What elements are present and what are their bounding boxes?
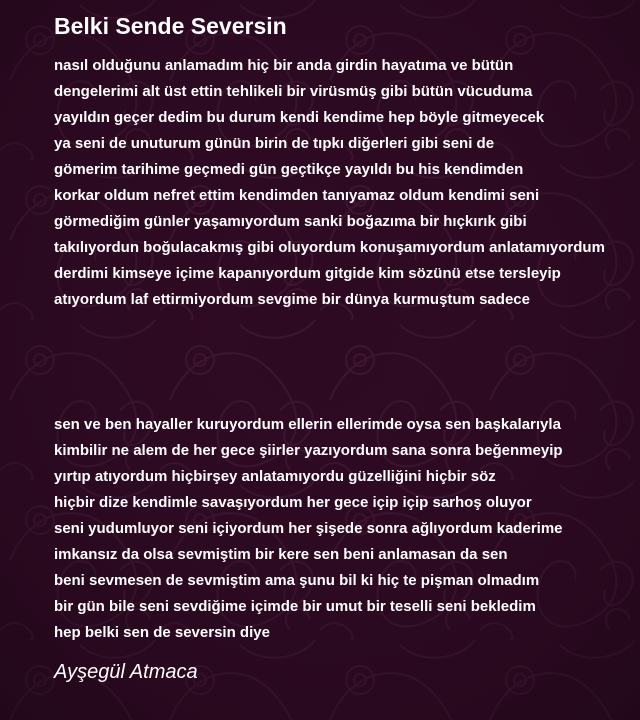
poem-line: hiçbir dize kendimle savaşıyordum her gece içip içip sarhoş oluyor xyxy=(54,494,532,511)
poem-line: korkar oldum nefret ettim kendimden tanıyamaz oldum kendimi seni xyxy=(54,187,540,204)
poem-line: beni sevmesen de sevmiştim ama şunu bil ki hiç te pişman olmadım xyxy=(54,572,540,589)
poem-line: derdimi kimseye içime kapanıyordum gitgide kim sözünü etse tersleyip xyxy=(54,265,561,282)
poem-line: atıyordum laf ettirmiyordum sevgime bir dünya kurmuştum sadece xyxy=(54,291,530,308)
poem-author: Ayşegül Atmaca xyxy=(54,661,198,683)
stanza-2 xyxy=(54,412,563,646)
poem-line: dengelerimi alt üst ettin tehlikeli bir virüsmüş gibi bütün vücuduma xyxy=(54,83,533,100)
poem-line: gömerim tarihime geçmedi gün geçtikçe yayıldı bu his kendimden xyxy=(54,161,524,178)
stanza-1 xyxy=(54,53,605,313)
poem-line: sen ve ben hayaller kuruyordum ellerin ellerimde oysa sen başkalarıyla xyxy=(54,416,561,433)
poem-line: nasıl olduğunu anlamadım hiç bir anda girdin hayatıma ve bütün xyxy=(54,57,514,74)
poem-title: Belki Sende Seversin xyxy=(54,13,287,39)
poem-line: hep belki sen de seversin diye xyxy=(54,624,270,641)
poem-line: bir gün bile seni sevdiğime içimde bir umut bir teselli seni bekledim xyxy=(54,598,536,615)
poem-line: görmediğim günler yaşamıyordum sanki boğazıma bir hıçkırık gibi xyxy=(54,213,527,230)
poem-line: kimbilir ne alem de her gece şiirler yazıyordum sana sonra beğenmeyip xyxy=(54,442,563,459)
poem-line: takılıyordun boğulacakmış gibi oluyordum konuşamıyordum anlatamıyordum xyxy=(54,239,605,256)
poem-line: seni yudumluyor seni içiyordum her şişede sonra ağlıyordum kaderime xyxy=(54,520,563,537)
poem-line: yırtıp atıyordum hiçbirşey anlatamıyordu güzelliğini hiçbir söz xyxy=(54,468,496,485)
poem-line: yayıldın geçer dedim bu durum kendi kendime hep böyle gitmeyecek xyxy=(54,109,545,126)
poem-line: ya seni de unuturum günün birin de tıpkı diğerleri gibi seni de xyxy=(54,135,495,152)
poem-line: imkansız da olsa sevmiştim bir kere sen beni anlamasan da sen xyxy=(54,546,508,563)
